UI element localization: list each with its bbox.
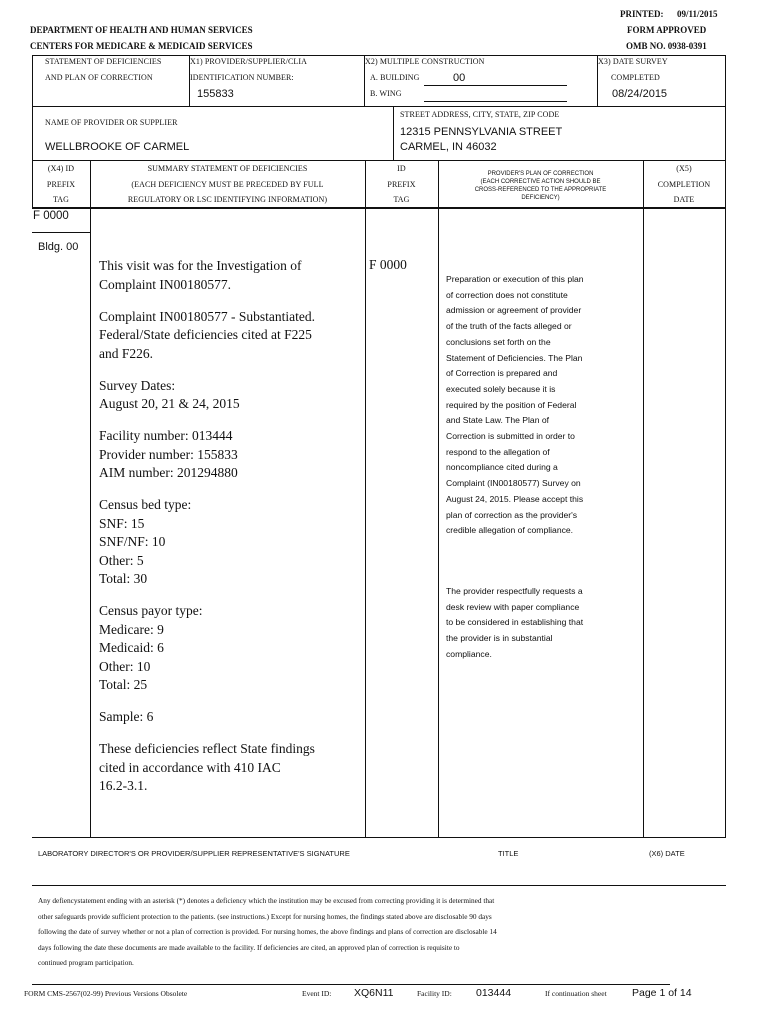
disclaimer-line: following the date of survey whether or not a plan of correction is provided. For nursing homes, the above findings and plans of correction are disclosable 14 [38,927,497,936]
plan-line: admission or agreement of provider [446,305,582,316]
wing-label: B. WING [370,89,402,98]
plan-line: desk review with paper compliance [446,601,580,612]
plan-line: noncompliance cited during a [446,462,558,473]
summary-line: Total: 30 [99,571,148,586]
disclaimer [38,893,728,971]
plan-line: conclusions set forth on the [446,336,551,347]
plan-line: Preparation or execution of this plan [446,274,584,284]
plan-line: of Correction is prepared and [446,368,558,379]
summary-line: These deficiencies reflect State findings [99,741,315,756]
x5-header-3: DATE [673,195,695,204]
summary-line: Other: 10 [99,658,151,674]
x3-label: X3) DATE SURVEY [598,57,668,66]
summary-line: AIM number: 201294880 [99,465,238,480]
summary-header-3: REGULATORY OR LSC IDENTIFYING INFORMATION) [127,195,328,204]
plan-line: the provider is in substantial [446,633,553,644]
plan-line: Complaint (IN00180577) Survey on [446,478,581,489]
event-id-label: Event ID: [302,989,332,998]
plan-header-2: (EACH CORRECTIVE ACTION SHOULD BE [480,179,601,185]
summary-line: Complaint IN00180577. [99,276,231,292]
form-number: FORM CMS-2567(02-99) Previous Versions Obsolete [24,989,188,998]
summary-line: August 20, 21 & 24, 2015 [99,396,240,411]
statement-label-2: AND PLAN OF CORRECTION [45,73,153,82]
event-id-value: XQ6N11 [354,987,394,999]
survey-date-value: 08/24/2015 [612,88,668,100]
x3-label-2: COMPLETED [611,73,660,82]
plan-line: Statement of Deficiencies. The Plan [446,352,583,363]
summary-line: Census payor type: [99,603,203,618]
summary-line [99,695,361,709]
printed-date: 09/11/2015 [677,9,718,19]
dept-name: DEPARTMENT OF HEALTH AND HUMAN SERVICES [30,25,253,35]
summary-line [99,414,361,428]
summary-line: Sample: 6 [99,709,154,724]
plan-header-3: CROSS-REFERENCED TO THE APPROPRIATE [474,187,607,193]
summary-line: 16.2-3.1. [99,778,148,793]
right-tag: F 0000 [369,257,407,272]
plan-line: The provider respectfully requests a [446,586,583,596]
x1-label-2: IDENTIFICATION NUMBER: [190,73,294,82]
summary-line: cited in accordance with 410 IAC [99,759,281,775]
address-line-2: CARMEL, IN 46032 [400,141,497,153]
summary-line [99,727,361,741]
plan-header-4: DEFICIENCY) [521,195,560,201]
summary-line: Other: 5 [99,552,144,568]
facility-id-value: 013444 [476,987,512,999]
plan-line: executed solely because it is [446,383,556,394]
plan-line: required by the position of Federal [446,399,577,410]
plan-line: compliance. [446,648,492,659]
summary-line [99,363,361,377]
x2-label: X2) MULTIPLE CONSTRUCTION [365,57,485,66]
summary-line [99,483,361,497]
x1-label: X1) PROVIDER/SUPPLIER/CLIA [190,57,308,66]
form-approved: FORM APPROVED [627,25,707,35]
summary-line [99,589,361,603]
summary-statement [99,257,361,796]
summary-line: Census bed type: [99,497,192,512]
x4-header-3: TAG [52,195,70,204]
plan-line: credible allegation of compliance. [446,525,574,536]
summary-line: Total: 25 [99,677,148,692]
statement-label-1: STATEMENT OF DEFICIENCIES [45,57,162,66]
summary-line: Facility number: 013444 [99,428,233,443]
x4-header-2: PREFIX [46,180,76,189]
id-header-2: PREFIX [387,180,416,189]
summary-line: Federal/State deficiencies cited at F225 [99,327,312,342]
summary-header-1: SUMMARY STATEMENT OF DEFICIENCIES [147,164,308,173]
disclaimer-line: continued program participation. [38,958,134,967]
summary-header-2: (EACH DEFICIENCY MUST BE PRECEDED BY FULL [131,180,324,189]
x4-header-1: (X4) ID [47,164,75,173]
plan-line: and State Law. The Plan of [446,415,550,426]
page-number: Page 1 of 14 [632,987,692,999]
plan-line: of the truth of the facts alleged or [446,321,572,332]
provider-name-value: WELLBROOKE OF CARMEL [45,141,190,153]
summary-line: Survey Dates: [99,377,176,393]
disclaimer-line: other safeguards provide sufficient protection to the patients. (see instructions.) Except for nursing homes, the findings stated above are disclosable 90 days [38,911,492,921]
provider-name-label: NAME OF PROVIDER OR SUPPLIER [45,118,178,127]
plan-line: August 24, 2015. Please accept this [446,493,584,504]
omb-number: OMB NO. 0938-0391 [626,41,707,51]
plan-line: to be considered in establishing that [446,617,584,628]
disclaimer-line: days following the date these documents are made available to the facility. If deficiencies are cited, an approved plan of correction is requisite to [38,942,460,952]
provider-id-value: 155833 [197,88,234,100]
centers-name: CENTERS FOR MEDICARE & MEDICAID SERVICES [30,41,253,51]
summary-line [99,294,361,308]
plan-line: plan of correction as the provider's [446,509,578,520]
plan-header-1: PROVIDER'S PLAN OF CORRECTION [487,171,594,177]
left-tag: F 0000 [33,210,69,222]
x5-header-1: (X5) [676,164,692,173]
address-line-1: 12315 PENNSYLVANIA STREET [400,126,563,138]
signature-label: LABORATORY DIRECTOR'S OR PROVIDER/SUPPLIER REPRESENTATIVE'S SIGNATURE [38,849,350,858]
summary-line: Provider number: 155833 [99,446,238,462]
id-header-3: TAG [393,195,410,204]
plan-of-correction-text [446,272,641,539]
building-value: 00 [453,72,466,84]
building-label: A. BUILDING [370,73,420,82]
x5-header-2: COMPLETION [657,180,711,189]
summary-line: SNF/NF: 10 [99,534,166,549]
desk-review-request [446,584,641,663]
summary-line: Medicaid: 6 [99,640,164,655]
title-label: TITLE [498,849,519,858]
plan-line: of correction does not constitute [446,289,568,300]
date-label: (X6) DATE [649,849,685,858]
bldg-label: Bldg. 00 [38,241,79,253]
continuation-label: If continuation sheet [545,989,607,998]
id-header-1: ID [397,164,406,173]
summary-line: and F226. [99,345,153,361]
plan-line: Correction is submitted in order to [446,431,575,442]
summary-line: Complaint IN00180577 - Substantiated. [99,308,315,324]
disclaimer-line: Any defiencystatement ending with an asterisk (*) denotes a deficiency which the institution may be excused from correcting providing it is determined that [38,896,495,905]
facility-id-label: Facility ID: [417,989,452,998]
address-label: STREET ADDRESS, CITY, STATE, ZIP CODE [400,110,560,119]
plan-line: respond to the allegation of [446,446,550,457]
printed-label: PRINTED: [620,9,664,19]
summary-line: This visit was for the Investigation of [99,258,302,273]
summary-line: Medicare: 9 [99,621,164,637]
summary-line: SNF: 15 [99,515,145,531]
